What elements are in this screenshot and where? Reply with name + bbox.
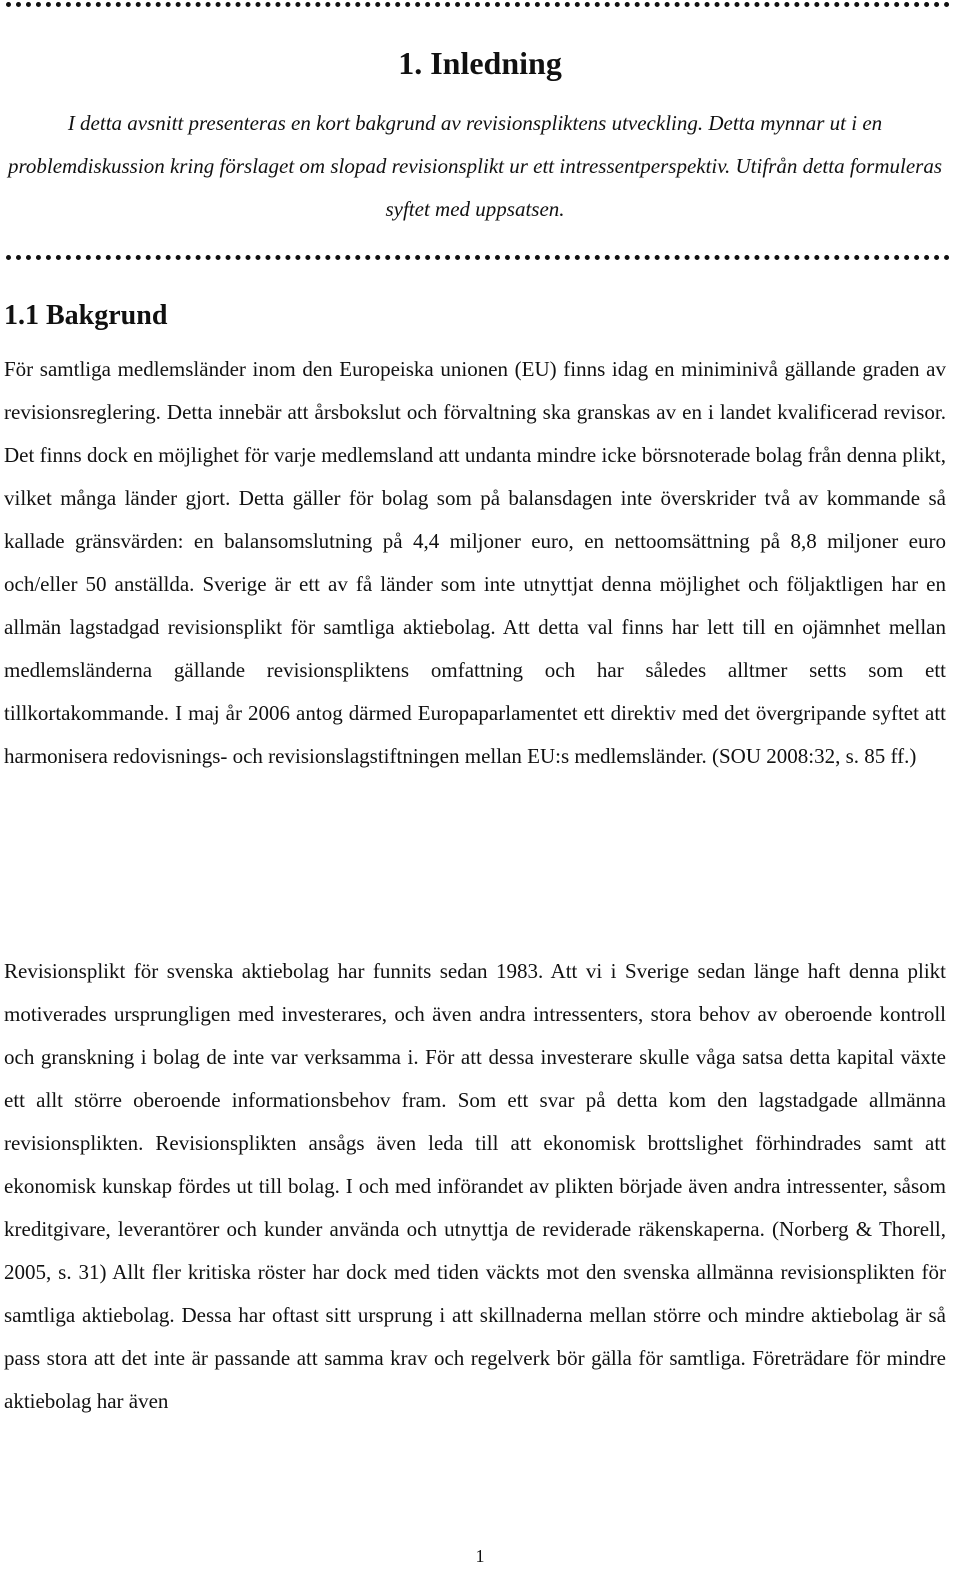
page-number: 1 (475, 1546, 485, 1566)
chapter-intro: I detta avsnitt presenteras en kort bakgrund av revisionspliktens utveckling. Detta mynnar ut i en problemdiskussion kring förslaget om slopad revisionsplikt ur ett intressentperspektiv. Utifrån detta formuleras syftet med uppsatsen. (7, 111, 943, 221)
section-dotted-divider (6, 255, 950, 260)
top-dotted-divider (6, 2, 950, 7)
body-paragraph: För samtliga medlemsländer inom den Europeiska unionen (EU) finns idag en miniminivå gällande graden av revisionsreglering. Detta innebär att årsbokslut och förvaltning ska granskas av en i landet kvalificerad revisor. Det finns dock en möjlighet för varje medlemsland att undanta mindre icke börsnoterade bolag från denna plikt, vilket många länder gjort. Detta gäller för bolag som på balansdagen inte överskrider två av kommande så kallade gränsvärden: en balansomslutning på 4,4 miljoner euro, en nettoomsättning på 8,8 miljoner euro och/eller 50 anställda. Sverige är ett av få länder som inte utnyttjat denna möjlighet och följaktligen har en allmän lagstadgad revisionsplikt för samtliga aktiebolag. Att detta val finns har lett till en ojämnhet mellan medlemsländerna gällande revisionspliktens omfattning och har således alltmer setts som ett tillkortakommande. I maj år 2006 antog därmed Europaparlamentet ett direktiv med det övergripande syftet att harmonisera redovisnings- och revisionslagstiftningen mellan EU:s medlemsländer. (SOU 2008:32, s. 85 ff.) (4, 357, 946, 768)
chapter-heading: 1. Inledning (398, 45, 562, 81)
section-heading: 1.1 Bakgrund (4, 300, 168, 331)
body-paragraph: Revisionsplikt för svenska aktiebolag har funnits sedan 1983. Att vi i Sverige sedan länge haft denna plikt motiverades ursprungligen med investerares, och även andra intressenters, stora behov av oberoende kontroll och granskning i bolag de inte var verksamma i. För att dessa investerare skulle våga satsa detta kapital växte ett allt större oberoende informationsbehov fram. Som ett svar på detta kom den lagstadgade allmänna revisionsplikten. Revisionsplikten ansågs även leda till att ekonomisk brottslighet förhindrades samt att ekonomisk kunskap fördes ut till bolag. I och med införandet av plikten började även andra intressenter, såsom kreditgivare, leverantörer och kunder använda och utnyttja de reviderade räkenskaperna. (Norberg & Thorell, 2005, s. 31) Allt fler kritiska röster har dock med tiden väckts mot den svenska allmänna revisionsplikten för samtliga aktiebolag. Dessa har oftast sitt ursprung i att skillnaderna mellan större och mindre aktiebolag är så pass stora att det inte är passande att samma krav och regelverk bör gälla för samtliga. Företrädare för mindre aktiebolag har även (4, 959, 946, 1413)
